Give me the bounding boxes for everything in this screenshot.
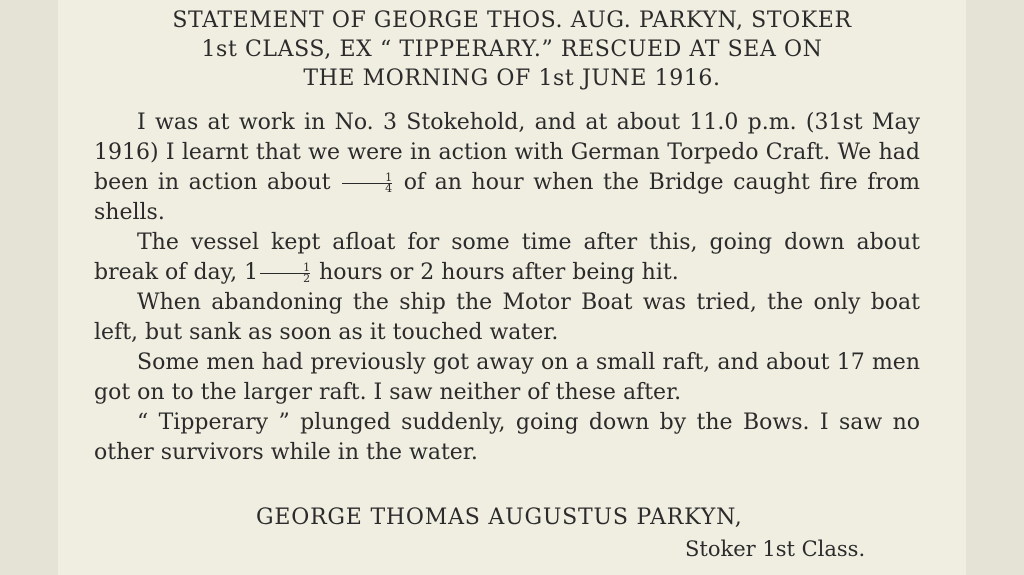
paragraph-3: When abandoning the ship the Motor Boat was tried, the only boat left, but sank as soon as it touched water. (94, 290, 920, 345)
half-fraction (260, 260, 311, 285)
fraction-numerator: 1 (260, 263, 310, 274)
heading-line-3: THE MORNING OF 1st JUNE 1916. (303, 66, 721, 91)
fraction-denominator: 2 (303, 271, 311, 285)
statement-heading (58, 6, 966, 93)
right-margin (966, 0, 1024, 575)
fraction-numerator: 1 (342, 173, 392, 184)
signature-name: GEORGE THOMAS AUGUSTUS PARKYN, (256, 505, 743, 530)
quarter-fraction (342, 170, 393, 195)
statement-body (94, 108, 920, 468)
paragraph-5: “ Tipperary ” plunged suddenly, going down by the Bows. I saw no other survivors while in the water. (94, 410, 920, 465)
paragraph-2-text-b: hours or 2 hours after being hit. (319, 260, 679, 285)
fraction-denominator: 4 (385, 181, 393, 195)
paragraph-1-text-b: of an hour when the Bridge caught fire from shells. (94, 170, 921, 225)
paragraph-1-text-a: I was at work in No. 3 Stokehold, and at about 11.0 p.m. (31st May 1916) I learnt that we were in action with German Torpedo Craft. We had been in action about (94, 110, 920, 195)
left-margin (0, 0, 58, 575)
paragraph-1 (94, 108, 920, 228)
heading-line-2: 1st CLASS, EX “ TIPPERARY.” RESCUED AT SEA ON (201, 37, 823, 62)
paragraph-4: Some men had previously got away on a small raft, and about 17 men got on to the larger raft. I saw neither of these after. (94, 350, 920, 405)
paragraph-2 (94, 228, 920, 288)
paragraph-2-text-a: The vessel kept afloat for some time after this, going down about break of day, 1 (94, 230, 920, 285)
heading-line-1: STATEMENT OF GEORGE THOS. AUG. PARKYN, STOKER (172, 8, 852, 33)
signature-rank: Stoker 1st Class. (685, 537, 866, 561)
document-page (58, 0, 966, 575)
